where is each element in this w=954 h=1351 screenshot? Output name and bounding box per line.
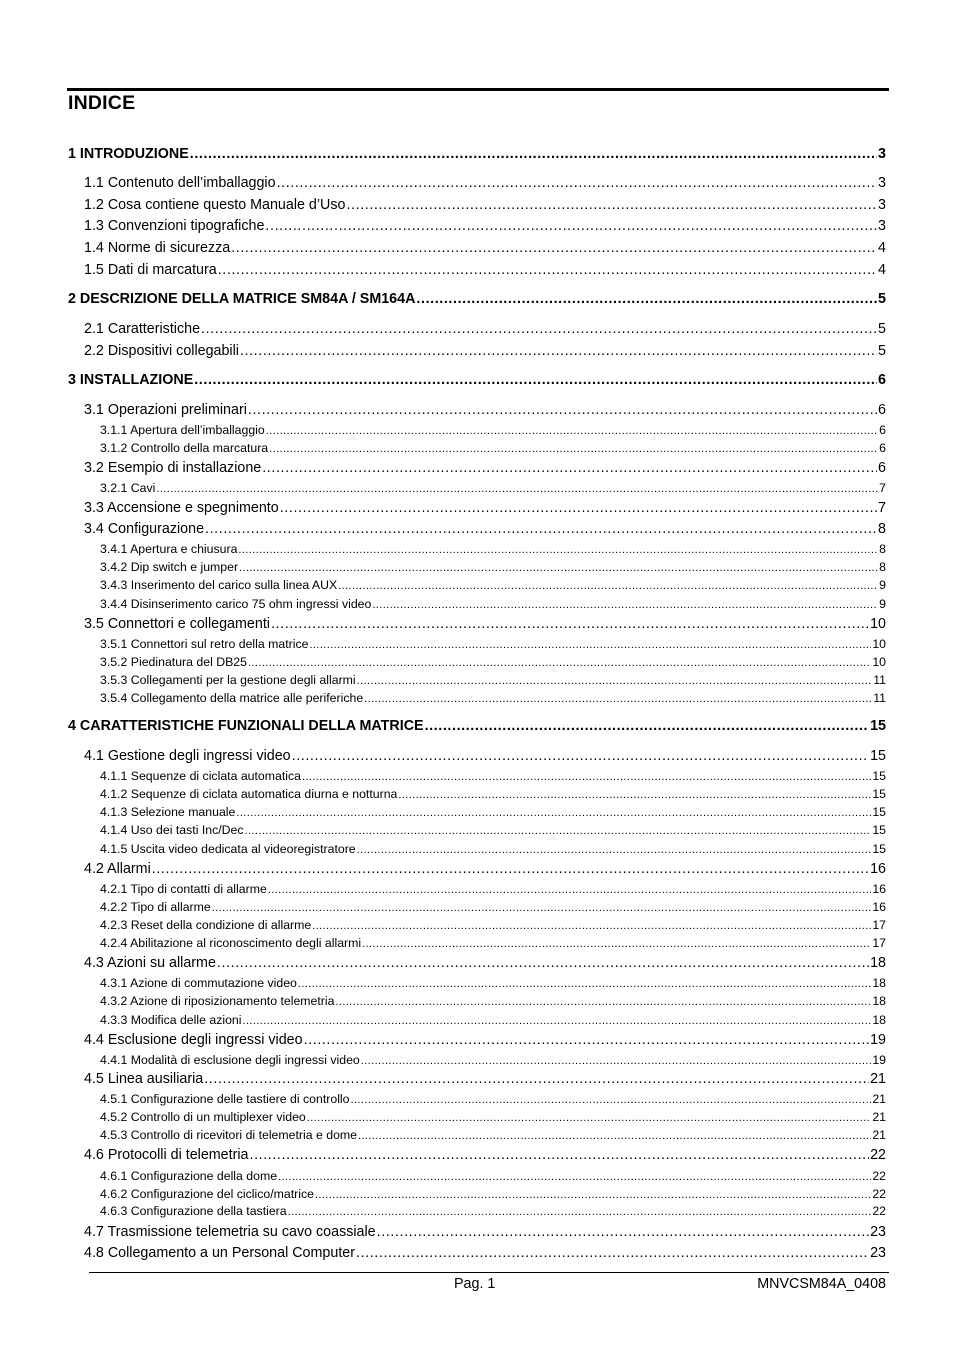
- toc-entry-title: 4.1 Gestione degli ingressi video: [84, 748, 291, 764]
- toc-dot-leader: [217, 955, 869, 971]
- toc-dot-leader: [292, 748, 869, 764]
- toc-entry-level-1[interactable]: [84, 748, 886, 764]
- toc-entry-title: 4.5.1 Configurazione delle tastiere di controllo: [100, 1092, 350, 1106]
- toc-entry-page: 8: [879, 560, 886, 574]
- toc-entry-title: 1.5 Dati di marcatura: [84, 262, 217, 278]
- toc-dot-leader: [239, 562, 878, 574]
- toc-entry-page: 6: [878, 372, 886, 388]
- toc-dot-leader: [315, 1189, 871, 1201]
- toc-dot-leader: [248, 657, 871, 669]
- toc-entry-title: 3.3 Accensione e spegnimento: [84, 500, 279, 516]
- toc-entry-level-2[interactable]: [100, 423, 886, 437]
- toc-dot-leader: [302, 771, 871, 783]
- toc-dot-leader: [240, 343, 877, 359]
- toc-entry-level-2[interactable]: [100, 441, 886, 455]
- toc-dot-leader: [190, 146, 877, 162]
- toc-entry-title: 1.2 Cosa contiene questo Manuale d’Uso: [84, 197, 346, 213]
- toc-entry-level-2[interactable]: [100, 900, 886, 914]
- toc-entry-title: 4.1.2 Sequenze di ciclata automatica diurna e notturna: [100, 787, 398, 801]
- toc-entry-level-1[interactable]: [84, 343, 886, 359]
- toc-entry-title: 3.4.4 Disinserimento carico 75 ohm ingressi video: [100, 597, 372, 611]
- toc-entry-level-2[interactable]: [100, 976, 886, 990]
- toc-entry-level-2[interactable]: [100, 578, 886, 592]
- toc-entry-title: 3.2.1 Cavi: [100, 481, 156, 495]
- toc-entry-page: 19: [870, 1032, 886, 1048]
- toc-entry-level-1[interactable]: [84, 500, 886, 516]
- toc-dot-leader: [245, 825, 872, 837]
- toc-dot-leader: [425, 718, 870, 734]
- toc-entry-level-1[interactable]: [84, 1224, 886, 1240]
- toc-entry-page: 21: [870, 1071, 886, 1087]
- toc-entry-title: 4.5.3 Controllo di ricevitori di telemetria e dome: [100, 1128, 357, 1142]
- toc-entry-level-0[interactable]: [68, 291, 886, 307]
- toc-dot-leader: [277, 175, 877, 191]
- toc-entry-level-1[interactable]: [84, 521, 886, 537]
- toc-entry-level-1[interactable]: [84, 262, 886, 278]
- toc-dot-leader: [271, 616, 869, 632]
- toc-entry-title: 3.4 Configurazione: [84, 521, 205, 537]
- toc-entry-level-2[interactable]: [100, 655, 886, 669]
- toc-entry-title: 4.3.3 Modifica delle azioni: [100, 1013, 242, 1027]
- toc-entry-level-2[interactable]: [100, 842, 886, 856]
- toc-entry-level-2[interactable]: [100, 936, 886, 950]
- toc-entry-title: 4.4.1 Modalità di esclusione degli ingressi video: [100, 1053, 360, 1067]
- toc-dot-leader: [248, 402, 877, 418]
- toc-entry-title: 4 CARATTERISTICHE FUNZIONALI DELLA MATRICE: [68, 718, 424, 734]
- toc-dot-leader: [416, 291, 877, 307]
- toc-entry-title: 3.1.2 Controllo della marcatura: [100, 441, 269, 455]
- toc-entry-title: 4.6.3 Configurazione della tastiera: [100, 1204, 287, 1218]
- toc-entry-page: 7: [879, 481, 886, 495]
- toc-entry-page: 9: [879, 597, 886, 611]
- toc-dot-leader: [152, 861, 869, 877]
- toc-entry-page: 3: [878, 175, 886, 191]
- toc-entry-level-2[interactable]: [100, 481, 886, 495]
- toc-entry-page: 22: [872, 1187, 886, 1201]
- toc-entry-level-1[interactable]: [84, 1071, 886, 1087]
- toc-entry-page: 6: [878, 402, 886, 418]
- toc-entry-page: 7: [878, 500, 886, 516]
- toc-entry-level-2[interactable]: [100, 994, 886, 1008]
- toc-entry-page: 8: [879, 542, 886, 556]
- toc-entry-page: 16: [872, 900, 886, 914]
- toc-dot-leader: [218, 262, 877, 278]
- toc-dot-leader: [361, 1055, 872, 1067]
- toc-entry-level-2[interactable]: [100, 673, 886, 687]
- toc-entry-title: 4.2.2 Tipo di allarme: [100, 900, 211, 914]
- toc-entry-page: 19: [872, 1053, 886, 1067]
- toc-entry-title: 1.1 Contenuto dell’imballaggio: [84, 175, 276, 191]
- toc-entry-title: 3.2 Esempio di installazione: [84, 460, 262, 476]
- toc-entry-title: 4.5 Linea ausiliaria: [84, 1071, 204, 1087]
- toc-dot-leader: [269, 443, 878, 455]
- toc-entry-level-2[interactable]: [100, 1169, 886, 1183]
- toc-entry-level-1[interactable]: [84, 218, 886, 234]
- toc-entry-title: 4.1.5 Uscita video dedicata al videoregistratore: [100, 842, 356, 856]
- toc-entry-page: 5: [878, 321, 886, 337]
- toc-entry-level-2[interactable]: [100, 637, 886, 651]
- toc-dot-leader: [236, 807, 871, 819]
- toc-entry-page: 15: [872, 805, 886, 819]
- toc-entry-level-1[interactable]: [84, 1147, 886, 1163]
- toc-dot-leader: [268, 884, 872, 896]
- toc-entry-level-1[interactable]: [84, 321, 886, 337]
- toc-entry-page: 21: [872, 1092, 886, 1106]
- toc-entry-level-2[interactable]: [100, 823, 886, 837]
- toc-entry-title: 4.8 Collegamento a un Personal Computer: [84, 1245, 356, 1261]
- toc-entry-title: 4.1.3 Selezione manuale: [100, 805, 236, 819]
- toc-entry-title: 3.1 Operazioni preliminari: [84, 402, 247, 418]
- toc-dot-leader: [156, 483, 878, 495]
- toc-entry-level-0[interactable]: [68, 718, 886, 734]
- toc-dot-leader: [338, 580, 878, 592]
- toc-entry-title: 4.1.1 Sequenze di ciclata automatica: [100, 769, 301, 783]
- toc-dot-leader: [304, 1032, 870, 1048]
- toc-entry-page: 4: [878, 240, 886, 256]
- toc-entry-page: 22: [870, 1147, 886, 1163]
- toc-dot-leader: [231, 240, 877, 256]
- toc-entry-page: 15: [872, 787, 886, 801]
- toc-entry-page: 22: [872, 1204, 886, 1218]
- toc-dot-leader: [346, 197, 877, 213]
- toc-entry-title: 1.4 Norme di sicurezza: [84, 240, 231, 256]
- toc-dot-leader: [377, 1224, 869, 1240]
- toc-entry-title: 3.5.2 Piedinatura del DB25: [100, 655, 247, 669]
- toc-entry-page: 10: [872, 637, 886, 651]
- toc-entry-title: 2.1 Caratteristiche: [84, 321, 201, 337]
- toc-entry-title: 4.5.2 Controllo di un multiplexer video: [100, 1110, 306, 1124]
- toc-entry-page: 18: [870, 955, 886, 971]
- toc-entry-title: 4.2 Allarmi: [84, 861, 151, 877]
- toc-dot-leader: [356, 1245, 869, 1261]
- toc-entry-page: 16: [870, 861, 886, 877]
- toc-entry-title: 2.2 Dispositivi collegabili: [84, 343, 239, 359]
- toc-dot-leader: [357, 844, 872, 856]
- toc-entry-title: 4.7 Trasmissione telemetria su cavo coassiale: [84, 1224, 376, 1240]
- toc-dot-leader: [250, 1147, 870, 1163]
- toc-entry-title: 4.6.1 Configurazione della dome: [100, 1169, 278, 1183]
- toc-dot-leader: [362, 938, 871, 950]
- toc-dot-leader: [288, 1206, 872, 1218]
- toc-entry-level-2[interactable]: [100, 1187, 886, 1201]
- toc-entry-level-1[interactable]: [84, 460, 886, 476]
- toc-entry-page: 11: [873, 673, 886, 687]
- toc-entry-page: 6: [878, 460, 886, 476]
- toc-entry-title: 4.2.1 Tipo di contatti di allarme: [100, 882, 267, 896]
- toc-entry-title: 4.4 Esclusione degli ingressi video: [84, 1032, 303, 1048]
- footer-document-code: MNVCSM84A_0408: [757, 1276, 886, 1292]
- toc-entry-page: 6: [879, 423, 886, 437]
- toc-dot-leader: [262, 460, 877, 476]
- toc-dot-leader: [205, 521, 877, 537]
- toc-dot-leader: [238, 544, 878, 556]
- toc-entry-title: 4.2.4 Abilitazione al riconoscimento degli allarmi: [100, 936, 362, 950]
- toc-entry-level-1[interactable]: [84, 861, 886, 877]
- toc-dot-leader: [351, 1094, 872, 1106]
- toc-dot-leader: [309, 639, 871, 651]
- toc-entry-page: 15: [870, 748, 886, 764]
- toc-entry-page: 17: [872, 918, 886, 932]
- toc-entry-page: 5: [878, 291, 886, 307]
- toc-dot-leader: [194, 372, 877, 388]
- toc-entry-level-0[interactable]: [68, 372, 886, 388]
- toc-entry-title: 3 INSTALLAZIONE: [68, 372, 194, 388]
- toc-entry-title: 4.6.2 Configurazione del ciclico/matrice: [100, 1187, 314, 1201]
- toc-entry-title: 3.5.4 Collegamento della matrice alle periferiche: [100, 691, 364, 705]
- toc-entry-page: 6: [879, 441, 886, 455]
- toc-entry-level-1[interactable]: [84, 240, 886, 256]
- toc-dot-leader: [278, 1171, 871, 1183]
- toc-dot-leader: [265, 218, 877, 234]
- toc-entry-level-1[interactable]: [84, 402, 886, 418]
- toc-entry-level-0[interactable]: [68, 146, 886, 162]
- toc-dot-leader: [364, 693, 872, 705]
- toc-dot-leader: [357, 675, 873, 687]
- toc-dot-leader: [201, 321, 877, 337]
- toc-entry-page: 21: [872, 1128, 886, 1142]
- toc-entry-level-2[interactable]: [100, 882, 886, 896]
- toc-entry-title: 3.5.3 Collegamenti per la gestione degli allarmi: [100, 673, 356, 687]
- toc-entry-page: 3: [878, 218, 886, 234]
- toc-entry-page: 8: [878, 521, 886, 537]
- toc-entry-title: 3.5 Connettori e collegamenti: [84, 616, 270, 632]
- toc-dot-leader: [307, 1112, 872, 1124]
- toc-entry-title: 3.5.1 Connettori sul retro della matrice: [100, 637, 309, 651]
- footer-rule: [89, 1272, 889, 1273]
- toc-entry-title: 2 DESCRIZIONE DELLA MATRICE SM84A / SM164A: [68, 291, 416, 307]
- toc-entry-title: 3.1.1 Apertura dell’imballaggio: [100, 423, 265, 437]
- toc-entry-page: 15: [872, 769, 886, 783]
- toc-entry-page: 16: [872, 882, 886, 896]
- toc-entry-page: 17: [872, 936, 886, 950]
- toc-entry-page: 3: [878, 197, 886, 213]
- toc-entry-level-2[interactable]: [100, 1053, 886, 1067]
- toc-entry-page: 10: [870, 616, 886, 632]
- toc-entry-level-1[interactable]: [84, 1032, 886, 1048]
- toc-entry-level-2[interactable]: [100, 805, 886, 819]
- toc-dot-leader: [372, 599, 878, 611]
- toc-dot-leader: [243, 1015, 872, 1027]
- toc-entry-page: 21: [872, 1110, 886, 1124]
- toc-entry-title: 4.1.4 Uso dei tasti Inc/Dec: [100, 823, 244, 837]
- toc-entry-page: 10: [872, 655, 886, 669]
- toc-entry-level-2[interactable]: [100, 691, 886, 705]
- toc-entry-level-2[interactable]: [100, 1204, 886, 1218]
- toc-entry-title: 4.3.2 Azione di riposizionamento telemetria: [100, 994, 335, 1008]
- toc-entry-title: 3.4.1 Apertura e chiusura: [100, 542, 238, 556]
- toc-entry-page: 15: [870, 718, 886, 734]
- page-title: INDICE: [68, 92, 136, 114]
- toc-entry-level-2[interactable]: [100, 1013, 886, 1027]
- toc-dot-leader: [358, 1130, 871, 1142]
- toc-entry-level-2[interactable]: [100, 1110, 886, 1124]
- toc-entry-level-2[interactable]: [100, 597, 886, 611]
- toc-dot-leader: [312, 920, 871, 932]
- toc-entry-level-1[interactable]: [84, 955, 886, 971]
- toc-entry-level-2[interactable]: [100, 542, 886, 556]
- toc-entry-page: 15: [872, 823, 886, 837]
- toc-entry-page: 22: [872, 1169, 886, 1183]
- toc-entry-page: 11: [873, 691, 886, 705]
- toc-entry-page: 18: [872, 976, 886, 990]
- toc-entry-level-2[interactable]: [100, 1092, 886, 1106]
- toc-entry-title: 4.3 Azioni su allarme: [84, 955, 216, 971]
- toc-dot-leader: [398, 789, 871, 801]
- toc-entry-title: 4.2.3 Reset della condizione di allarme: [100, 918, 312, 932]
- toc-entry-level-2[interactable]: [100, 560, 886, 574]
- toc-entry-title: 4.6 Protocolli di telemetria: [84, 1147, 249, 1163]
- toc-entry-level-1[interactable]: [84, 616, 886, 632]
- toc-entry-title: 1 INTRODUZIONE: [68, 146, 189, 162]
- toc-entry-level-2[interactable]: [100, 1128, 886, 1142]
- footer-page-number: Pag. 1: [454, 1276, 496, 1292]
- toc-dot-leader: [204, 1071, 869, 1087]
- toc-entry-level-2[interactable]: [100, 918, 886, 932]
- toc-entry-page: 5: [878, 343, 886, 359]
- toc-entry-level-1[interactable]: [84, 175, 886, 191]
- toc-dot-leader: [212, 902, 872, 914]
- toc-entry-title: 1.3 Convenzioni tipografiche: [84, 218, 265, 234]
- toc-entry-page: 9: [879, 578, 886, 592]
- toc-dot-leader: [280, 500, 877, 516]
- toc-entry-level-2[interactable]: [100, 769, 886, 783]
- toc-dot-leader: [335, 996, 871, 1008]
- toc-entry-title: 4.3.1 Azione di commutazione video: [100, 976, 297, 990]
- toc-entry-page: 23: [870, 1245, 886, 1261]
- toc-entry-page: 4: [878, 262, 886, 278]
- toc-entry-level-1[interactable]: [84, 197, 886, 213]
- toc-entry-title: 3.4.2 Dip switch e jumper: [100, 560, 239, 574]
- toc-entry-level-2[interactable]: [100, 787, 886, 801]
- toc-entry-page: 3: [878, 146, 886, 162]
- toc-entry-page: 18: [872, 994, 886, 1008]
- toc-entry-level-1[interactable]: [84, 1245, 886, 1261]
- toc-entry-page: 23: [870, 1224, 886, 1240]
- toc-dot-leader: [266, 425, 878, 437]
- toc-dot-leader: [298, 978, 871, 990]
- toc-entry-page: 15: [872, 842, 886, 856]
- toc-entry-title: 3.4.3 Inserimento del carico sulla linea AUX: [100, 578, 338, 592]
- toc-entry-page: 18: [872, 1013, 886, 1027]
